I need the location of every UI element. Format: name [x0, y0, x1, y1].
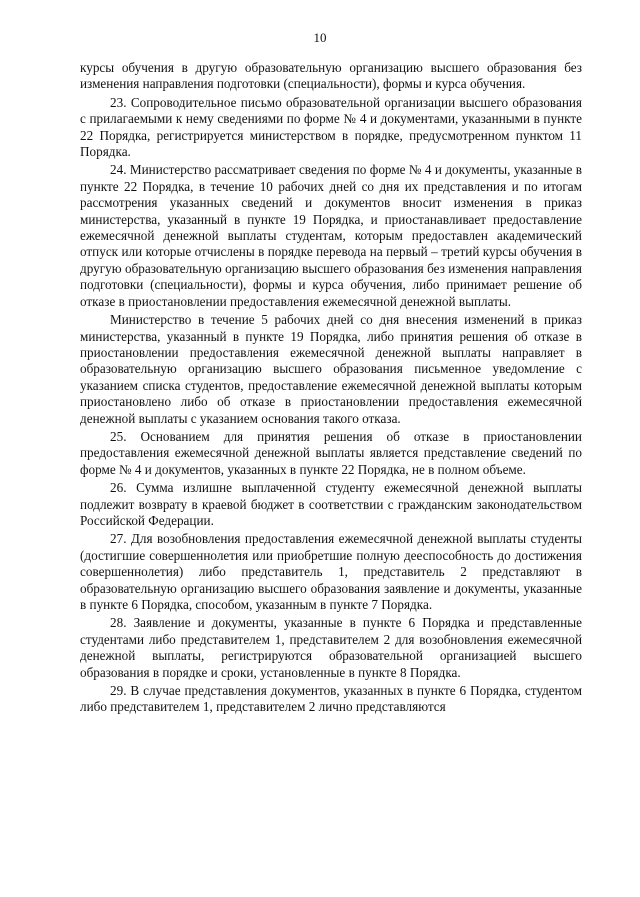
paragraph-24: 24. Министерство рассматривает сведения по форме № 4 и документы, указанные в пункте 22 Порядка, в течение 10 рабочих дней со дня их представления и по итогам рассмотрения указанных сведений и документов вносит изменения в приказ министерства, указанный в пункте 19 Порядка, и приостанавливает предоставление ежемесячной денежной выплаты студентам, которым предоставлен академический отпуск или которые отчислены в порядке перевода на первый – третий курсы обучения в другую образовательную организацию высшего образования без изменения направления подготовки (специальности), формы и курса обучения, либо принимает решение об отказе в приостановлении предоставления ежемесячной денежной выплаты. — [80, 162, 582, 309]
page-number: 10 — [313, 30, 327, 45]
paragraph-24-notification: Министерство в течение 5 рабочих дней со дня внесения изменений в приказ министерства, указанный в пункте 19 Порядка, либо принятия решения об отказе в приостановлении предоставления ежемесячной денежной выплаты направляет в образовательную организацию высшего образования письменное уведомление с указанием списка студентов, предоставление ежемесячной денежной выплаты которым приостановлено либо об отказе в приостановлении предоставления ежемесячной денежной выплаты с указанием основания такого отказа. — [80, 312, 582, 426]
paragraph-27: 27. Для возобновления предоставления ежемесячной денежной выплаты студенты (достигшие совершеннолетия или приобретшие полную дееспособность до достижения совершеннолетия) либо представитель 1, представитель 2 представляют в образовательную организацию высшего образования заявление и документы, указанные в пункте 6 Порядка, способом, указанным в пункте 7 Порядка. — [80, 531, 582, 612]
paragraph-23: 23. Сопроводительное письмо образовательной организации высшего образования с прилагаемыми к нему сведениями по форме № 4 и документами, указанными в пункте 22 Порядка, регистрируется министерством в порядке, предусмотренном пунктом 11 Порядка. — [80, 94, 582, 160]
paragraph-25: 25. Основанием для принятия решения об отказе в приостановлении предоставления ежемесячной денежной выплаты является представление сведений по форме № 4 и документов, указанных в пункте 22 Порядка, не в полном объеме. — [80, 428, 582, 477]
document-body — [80, 60, 582, 716]
paragraph-28: 28. Заявление и документы, указанные в пункте 6 Порядка и представленные студентами либо представителем 1, представителем 2 для возобновления ежемесячной денежной выплаты, регистрируются образовательной организацией высшего образования в порядке и сроки, установленные в пункте 8 Порядка. — [80, 615, 582, 680]
paragraph-26: 26. Сумма излишне выплаченной студенту ежемесячной денежной выплаты подлежит возврату в краевой бюджет в соответствии с гражданским законодательством Российской Федерации. — [80, 480, 582, 528]
paragraph-continuation: курсы обучения в другую образовательную организацию высшего образования без изменения направления подготовки (специальности), формы и курса обучения. — [80, 60, 582, 92]
paragraph-29: 29. В случае представления документов, указанных в пункте 6 Порядка, студентом либо представителем 1, представителем 2 лично представляются — [80, 683, 582, 715]
